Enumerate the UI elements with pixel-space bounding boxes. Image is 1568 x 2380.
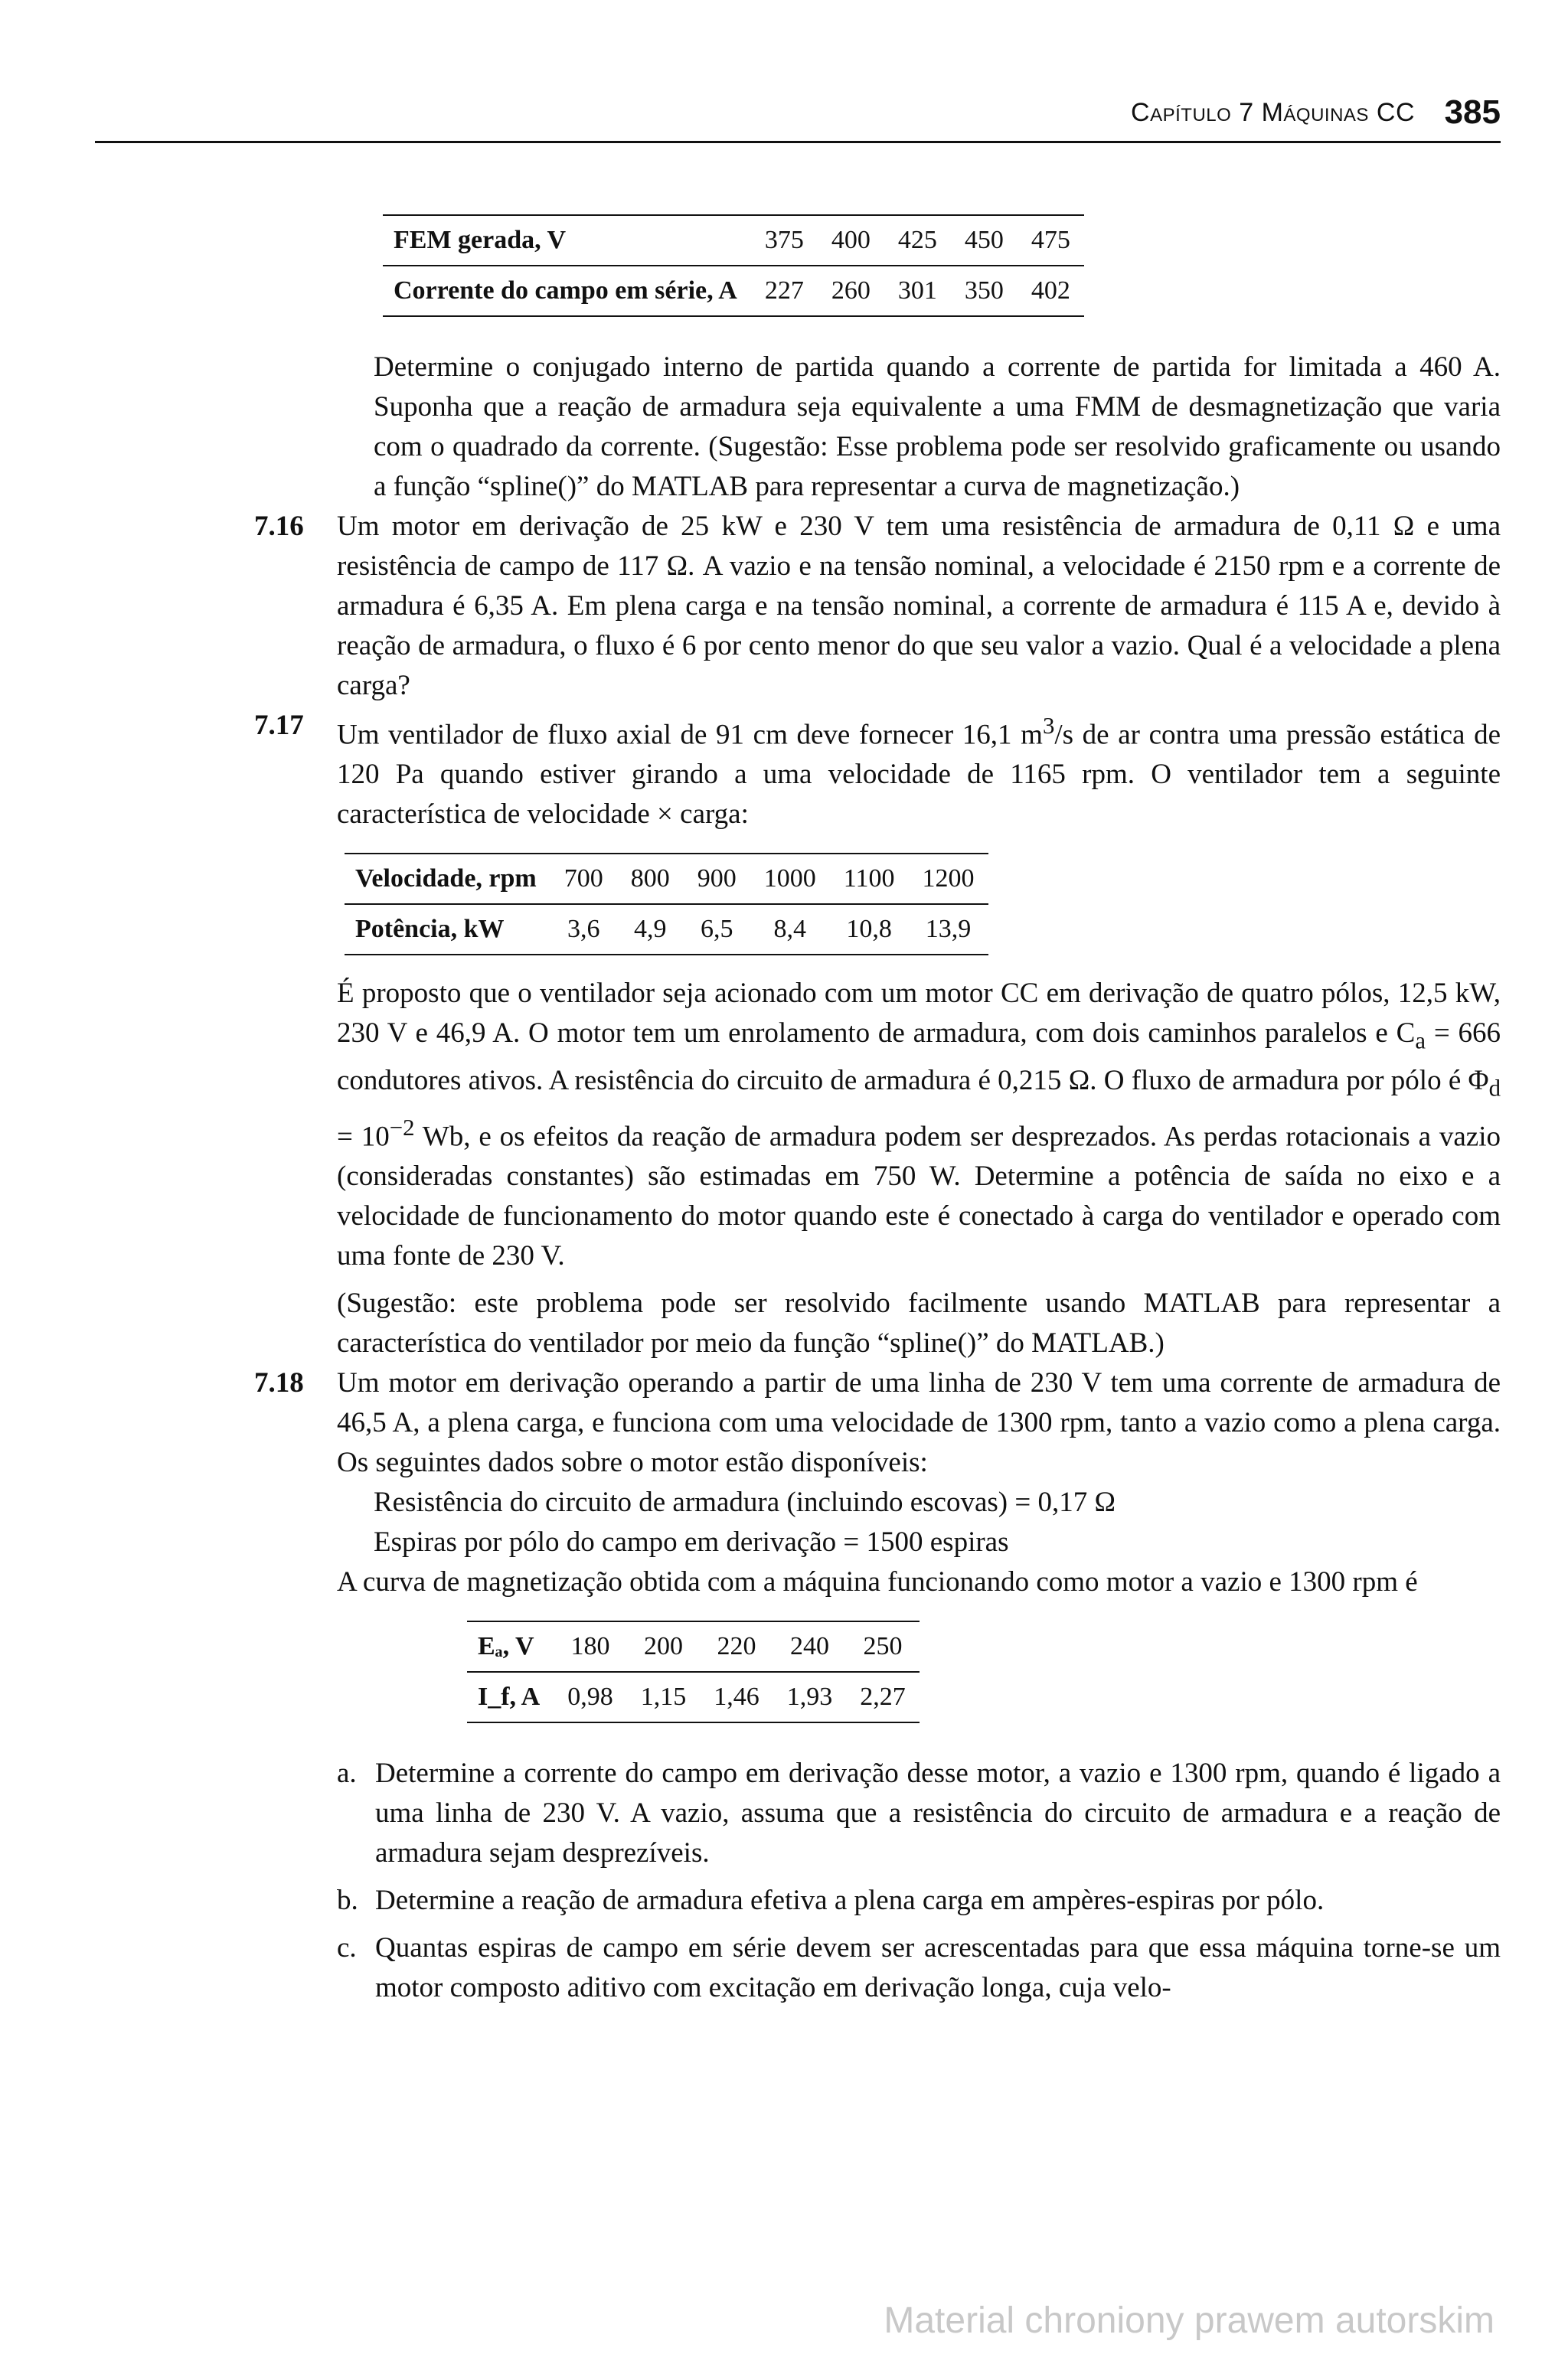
table-cell: 6,5 <box>684 904 750 955</box>
table-cell: 260 <box>818 266 884 316</box>
table-cell: 227 <box>751 266 818 316</box>
watermark: Material chroniony prawem autorskim <box>884 2300 1494 2341</box>
table-row-label: Potência, kW <box>345 904 550 955</box>
hint-paragraph: (Sugestão: este problema pode ser resolvido facilmente usando MATLAB para representar a característica do ventilador por meio da função “spline()” do MATLAB.) <box>337 1288 1501 1360</box>
problem-text: Um motor em derivação de 25 kW e 230 V tem uma resistência de armadura de 0,11 Ω e uma resistência de campo de 117 Ω. A vazio e na tensão nominal, a velocidade é 2150 rpm e a corrente de armadura é 6,35 A. Em plena carga e na tensão nominal, a corrente de armadura é 115 A e, devido à reação de armadura, o fluxo é 6 por cento menor do que seu valor a vazio. Qual é a velocidade a plena carga? <box>337 511 1501 701</box>
problem-text: Um motor em derivação operando a partir de uma linha de 230 V tem uma corrente de armadura de 46,5 A, a plena carga, e funciona com uma velocidade de 1300 rpm, tanto a vazio como a plena carga. Os seguintes dados sobre o motor estão disponíveis: <box>337 1367 1501 1479</box>
table-cell: 400 <box>818 215 884 266</box>
text-span: = 666 condutores ativos. A resistência do circuito de armadura é 0,215 Ω. O fluxo de armadura por pólo é Φ <box>337 1017 1501 1096</box>
text-span: /s de ar contra uma pressão estática de 120 Pa quando estiver girando a uma velocidade de 1165 rpm. O ventilador tem a seguinte característica de velocidade × carga: <box>337 719 1501 831</box>
table-cell: 4,9 <box>617 904 684 955</box>
table-cell: 1200 <box>909 854 988 904</box>
table-cell: 800 <box>617 854 684 904</box>
problem-number: 7.17 <box>254 710 304 741</box>
page-header <box>95 93 1501 143</box>
table-row-label: Eₐ, V <box>467 1621 554 1672</box>
table-cell: 402 <box>1018 266 1084 316</box>
problem-7-18 <box>254 1363 1501 1483</box>
table-cell: 240 <box>773 1621 847 1672</box>
table-cell: 900 <box>684 854 750 904</box>
table-cell: 0,98 <box>554 1672 627 1722</box>
list-item <box>337 1881 1501 1921</box>
text-span: = 10 <box>337 1121 390 1153</box>
problem-number: 7.16 <box>254 511 304 542</box>
magnetization-table <box>467 1621 920 1723</box>
table-cell: 8,4 <box>750 904 830 955</box>
table-cell: 1,93 <box>773 1672 847 1722</box>
item-text: Determine a reação de armadura efetiva a plena carga em ampères-espiras por pólo. <box>375 1885 1325 1917</box>
item-marker: c. <box>337 1932 357 1964</box>
problem-number: 7.18 <box>254 1367 304 1399</box>
item-marker: a. <box>337 1758 357 1790</box>
page-number: 385 <box>1444 93 1501 131</box>
problem-text <box>337 706 1501 834</box>
item-text: Quantas espiras de campo em série devem ser acrescentadas para que essa máquina torne-se um motor composto aditivo com excitação em derivação longa, cuja velo- <box>375 1932 1501 2004</box>
intro-paragraph: Determine o conjugado interno de partida quando a corrente de partida for limitada a 460 A. Suponha que a reação de armadura seja equivalente a uma FMM de desmagnetização que varia com o quadrado da corrente. (Sugestão: Esse problema pode ser resolvido graficamente ou usando a função “spline()” do MATLAB para representar a curva de magnetização.) <box>374 351 1501 502</box>
table-cell: 1000 <box>750 854 830 904</box>
text-span: Um ventilador de fluxo axial de 91 cm deve fornecer 16,1 m <box>337 719 1043 751</box>
table-cell: 450 <box>951 215 1018 266</box>
subscript: a <box>1415 1027 1426 1054</box>
table-cell: 1100 <box>830 854 909 904</box>
table-cell: 350 <box>951 266 1018 316</box>
table-cell: 375 <box>751 215 818 266</box>
data-line: Resistência do circuito de armadura (incluindo escovas) = 0,17 Ω <box>374 1487 1116 1519</box>
table-cell: 1,15 <box>627 1672 701 1722</box>
item-text: Determine a corrente do campo em derivação desse motor, a vazio e 1300 rpm, quando é ligado a uma linha de 230 V. A vazio, assuma que a resistência do circuito de armadura e a reação de armadura sejam desprezíveis. <box>375 1758 1501 1869</box>
table-row-label: Velocidade, rpm <box>345 854 550 904</box>
table-cell: 250 <box>846 1621 920 1672</box>
fan-speed-power-table <box>345 853 988 955</box>
table-cell: 425 <box>884 215 951 266</box>
chapter-title: Capítulo 7 Máquinas CC <box>1131 98 1415 127</box>
table-cell: 180 <box>554 1621 627 1672</box>
table-cell: 475 <box>1018 215 1084 266</box>
data-line: Espiras por pólo do campo em derivação = 1500 espiras <box>374 1526 1009 1559</box>
table-row-label: I_f, A <box>467 1672 554 1722</box>
page-content <box>254 214 1501 2008</box>
subscript: d <box>1488 1075 1501 1102</box>
problem-paragraph <box>337 974 1501 1276</box>
fem-table <box>383 214 1084 317</box>
problem-7-16 <box>254 507 1501 706</box>
item-marker: b. <box>337 1885 358 1917</box>
problem-7-17 <box>254 706 1501 834</box>
text-span: É proposto que o ventilador seja acionado com um motor CC em derivação de quatro pólos, 12,5 kW, 230 V e 46,9 A. O motor tem um enrolamento de armadura, com dois caminhos paralelos e C <box>337 978 1501 1050</box>
table-cell: 700 <box>550 854 617 904</box>
table-row-label: FEM gerada, V <box>383 215 751 266</box>
text-span: Wb, e os efeitos da reação de armadura podem ser desprezados. As perdas rotacionais a vazio (consideradas constantes) são estimadas em 750 W. Determine a potência de saída no eixo e a velocidade de funcionamento do motor quando este é conectado à carga do ventilador e operado com uma fonte de 230 V. <box>337 1121 1501 1272</box>
table-cell: 3,6 <box>550 904 617 955</box>
table-cell: 1,46 <box>700 1672 773 1722</box>
superscript: 3 <box>1042 713 1055 739</box>
table-row-label: Corrente do campo em série, A <box>383 266 751 316</box>
superscript: −2 <box>389 1115 415 1141</box>
table-cell: 2,27 <box>846 1672 920 1722</box>
table-cell: 301 <box>884 266 951 316</box>
table-cell: 13,9 <box>909 904 988 955</box>
list-item <box>337 1754 1501 1873</box>
table-cell: 220 <box>700 1621 773 1672</box>
table-cell: 10,8 <box>830 904 909 955</box>
problem-paragraph: A curva de magnetização obtida com a máquina funcionando como motor a vazio e 1300 rpm é <box>337 1566 1418 1598</box>
table-cell: 200 <box>627 1621 701 1672</box>
list-item <box>337 1928 1501 2008</box>
